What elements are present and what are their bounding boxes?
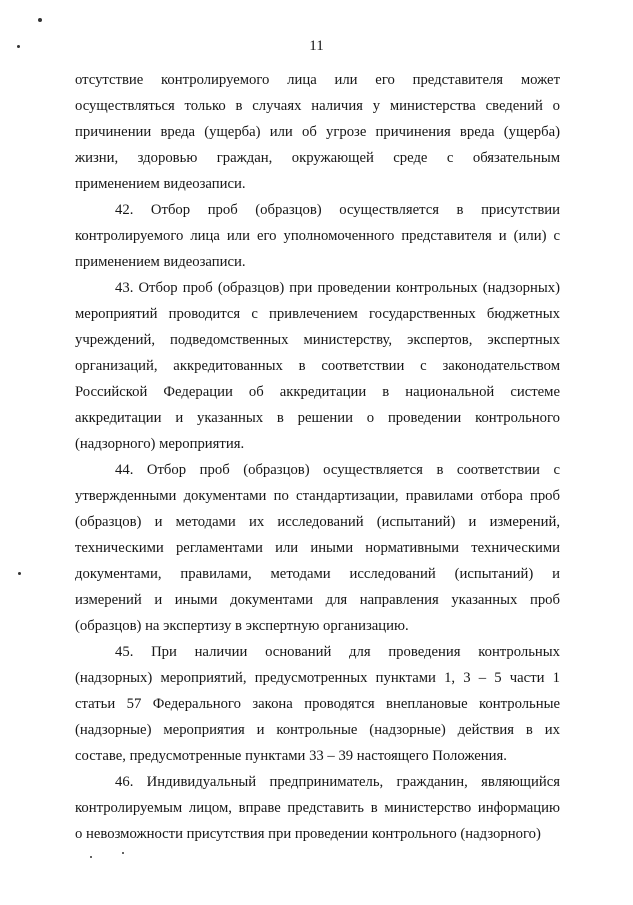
text-line: утвержденными документами по стандартизации, правилами отбора проб <box>75 488 560 504</box>
text-line: аккредитации и указанных в решении о проведении контрольного <box>75 410 560 426</box>
text-line: техническими регламентами или иными нормативными техническими <box>75 540 560 556</box>
text-line: применением видеозаписи. <box>75 254 246 270</box>
text-line: документами, правилами, методами исследований (испытаний) и <box>75 566 560 582</box>
text-line: жизни, здоровью граждан, окружающей среде с обязательным <box>75 150 560 166</box>
text-line: (образцов) на экспертизу в экспертную организацию. <box>75 618 409 634</box>
scan-speck <box>17 45 20 48</box>
paragraph-42 <box>75 197 560 275</box>
paragraph-43 <box>75 275 560 457</box>
text-line: 44. Отбор проб (образцов) осуществляется в соответствии с <box>115 462 560 478</box>
text-line: измерений и иными документами для направления указанных проб <box>75 592 560 608</box>
text-line: организаций, аккредитованных в соответствии с законодательством <box>75 358 560 374</box>
scan-speck <box>90 856 92 858</box>
text-line: о невозможности присутствия при проведении контрольного (надзорного) <box>75 826 541 842</box>
text-line: контролируемым лицом, вправе представить в министерство информацию <box>75 800 560 816</box>
text-line: (образцов) и методами их исследований (испытаний) и измерений, <box>75 514 560 530</box>
scan-speck <box>18 572 21 575</box>
text-line: 43. Отбор проб (образцов) при проведении контрольных (надзорных) <box>115 280 560 296</box>
text-line: учреждений, подведомственных министерству, экспертов, экспертных <box>75 332 560 348</box>
text-line: отсутствие контролируемого лица или его представителя может <box>75 72 560 88</box>
text-line: контролируемого лица или его уполномоченного представителя и (или) с <box>75 228 560 244</box>
document-body <box>75 67 560 847</box>
text-line: мероприятий проводится с привлечением государственных бюджетных <box>75 306 560 322</box>
text-line: 42. Отбор проб (образцов) осуществляется в присутствии <box>115 202 560 218</box>
paragraph-44 <box>75 457 560 639</box>
text-line: (надзорных) мероприятий, предусмотренных пунктами 1, 3 – 5 части 1 <box>75 670 560 686</box>
text-line: статьи 57 Федерального закона проводятся внеплановые контрольные <box>75 696 560 712</box>
paragraph-46 <box>75 769 560 847</box>
text-line: (надзорные) мероприятия и контрольные (надзорные) действия в их <box>75 722 560 738</box>
scan-speck <box>38 18 42 22</box>
text-line: составе, предусмотренные пунктами 33 – 39 настоящего Положения. <box>75 748 507 764</box>
text-line: применением видеозаписи. <box>75 176 246 192</box>
paragraph-45 <box>75 639 560 769</box>
text-line: осуществляться только в случаях наличия у министерства сведений о <box>75 98 560 114</box>
text-line: 46. Индивидуальный предприниматель, гражданин, являющийся <box>115 774 560 790</box>
page-number: 11 <box>309 38 324 54</box>
text-line: Российской Федерации об аккредитации в национальной системе <box>75 384 560 400</box>
text-line: 45. При наличии оснований для проведения контрольных <box>115 644 560 660</box>
text-line: причинении вреда (ущерба) или об угрозе причинения вреда (ущерба) <box>75 124 560 140</box>
paragraph-continuation <box>75 67 560 197</box>
scan-speck <box>122 852 124 854</box>
text-line: (надзорного) мероприятия. <box>75 436 245 452</box>
